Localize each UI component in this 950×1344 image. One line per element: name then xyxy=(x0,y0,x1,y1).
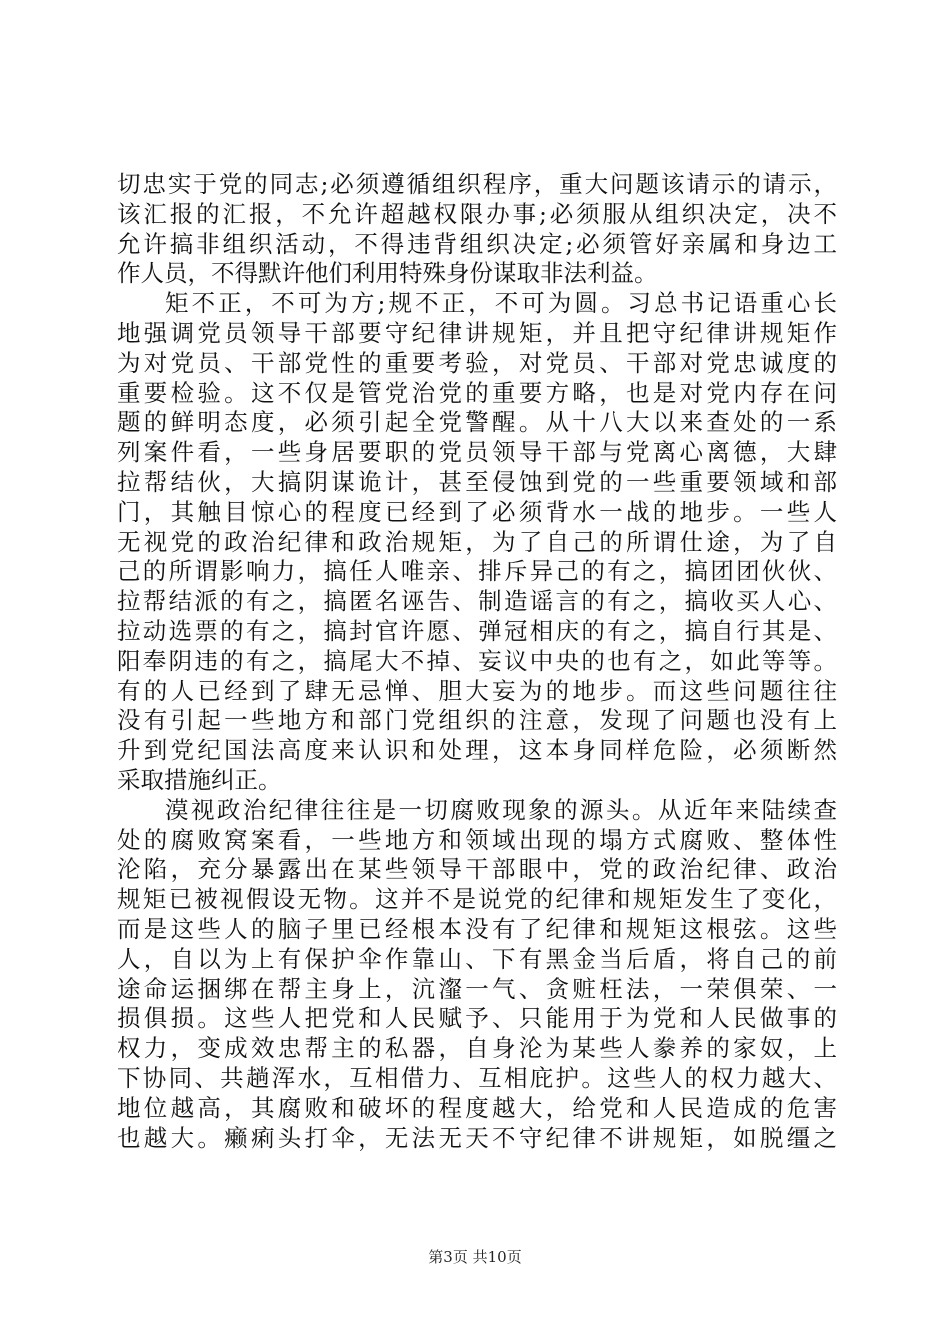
text-line: 拉动选票的有之，搞封官许愿、弹冠相庆的有之，搞自行其是、 xyxy=(117,616,837,645)
text-line: 而是这些人的脑子里已经根本没有了纪律和规矩这根弦。这些 xyxy=(117,914,837,943)
text-line: 没有引起一些地方和部门党组织的注意，发现了问题也没有上 xyxy=(117,706,837,735)
text-line: 途命运捆绑在帮主身上，沆瀣一气、贪赃枉法，一荣俱荣、一 xyxy=(117,974,837,1003)
text-line: 允许搞非组织活动，不得违背组织决定;必须管好亲属和身边工 xyxy=(117,229,837,258)
text-line: 处的腐败窝案看，一些地方和领域出现的塌方式腐败、整体性 xyxy=(117,825,837,854)
text-line: 人，自以为上有保护伞作靠山、下有黑金当后盾，将自己的前 xyxy=(117,944,837,973)
text-line: 沦陷，充分暴露出在某些领导干部眼中，党的政治纪律、政治 xyxy=(117,855,837,884)
paragraph-start-line: 矩不正，不可为方;规不正，不可为圆。习总书记语重心长 xyxy=(165,289,837,318)
text-line: 规矩已被视假设无物。这并不是说党的纪律和规矩发生了变化， xyxy=(117,885,837,914)
text-line: 采取措施纠正。 xyxy=(117,765,282,794)
text-line: 无视党的政治纪律和政治规矩，为了自己的所谓仕途，为了自 xyxy=(117,527,837,556)
text-line: 升到党纪国法高度来认识和处理，这本身同样危险，必须断然 xyxy=(117,736,837,765)
text-line: 损俱损。这些人把党和人民赋予、只能用于为党和人民做事的 xyxy=(117,1004,837,1033)
text-line: 拉帮结伙，大搞阴谋诡计，甚至侵蚀到党的一些重要领域和部 xyxy=(117,467,837,496)
text-line: 为对党员、干部党性的重要考验，对党员、干部对党忠诚度的 xyxy=(117,348,837,377)
text-line: 下协同、共趟浑水，互相借力、互相庇护。这些人的权力越大、 xyxy=(117,1063,837,1092)
text-line: 也越大。癞痢头打伞，无法无天不守纪律不讲规矩，如脱缰之 xyxy=(117,1123,837,1152)
text-line: 门，其触目惊心的程度已经到了必须背水一战的地步。一些人 xyxy=(117,497,837,526)
text-line: 切忠实于党的同志;必须遵循组织程序，重大问题该请示的请示， xyxy=(117,170,837,198)
text-line: 作人员，不得默许他们利用特殊身份谋取非法利益。 xyxy=(117,259,658,288)
text-line: 权力，变成效忠帮主的私器，自身沦为某些人豢养的家奴，上 xyxy=(117,1034,837,1063)
text-line: 拉帮结派的有之，搞匿名诬告、制造谣言的有之，搞收买人心、 xyxy=(117,587,837,616)
text-line: 地强调党员领导干部要守纪律讲规矩，并且把守纪律讲规矩作 xyxy=(117,318,837,347)
text-line: 列案件看，一些身居要职的党员领导干部与党离心离德，大肆 xyxy=(117,438,837,467)
paragraph-start-line: 漠视政治纪律往往是一切腐败现象的源头。从近年来陆续查 xyxy=(165,795,837,824)
text-line: 该汇报的汇报，不允许超越权限办事;必须服从组织决定，决不 xyxy=(117,199,837,228)
text-line: 重要检验。这不仅是管党治党的重要方略，也是对党内存在问 xyxy=(117,378,837,407)
document-body xyxy=(117,170,837,1153)
text-line: 己的所谓影响力，搞任人唯亲、排斥异己的有之，搞团团伙伙、 xyxy=(117,557,837,586)
page-number-footer: 第3页 共10页 xyxy=(428,1248,522,1266)
text-line: 题的鲜明态度，必须引起全党警醒。从十八大以来查处的一系 xyxy=(117,408,837,437)
text-line: 阳奉阴违的有之，搞尾大不掉、妄议中央的也有之，如此等等。 xyxy=(117,646,837,675)
text-line: 有的人已经到了肆无忌惮、胆大妄为的地步。而这些问题往往 xyxy=(117,676,837,705)
text-line: 地位越高，其腐败和破坏的程度越大，给党和人民造成的危害 xyxy=(117,1093,837,1122)
